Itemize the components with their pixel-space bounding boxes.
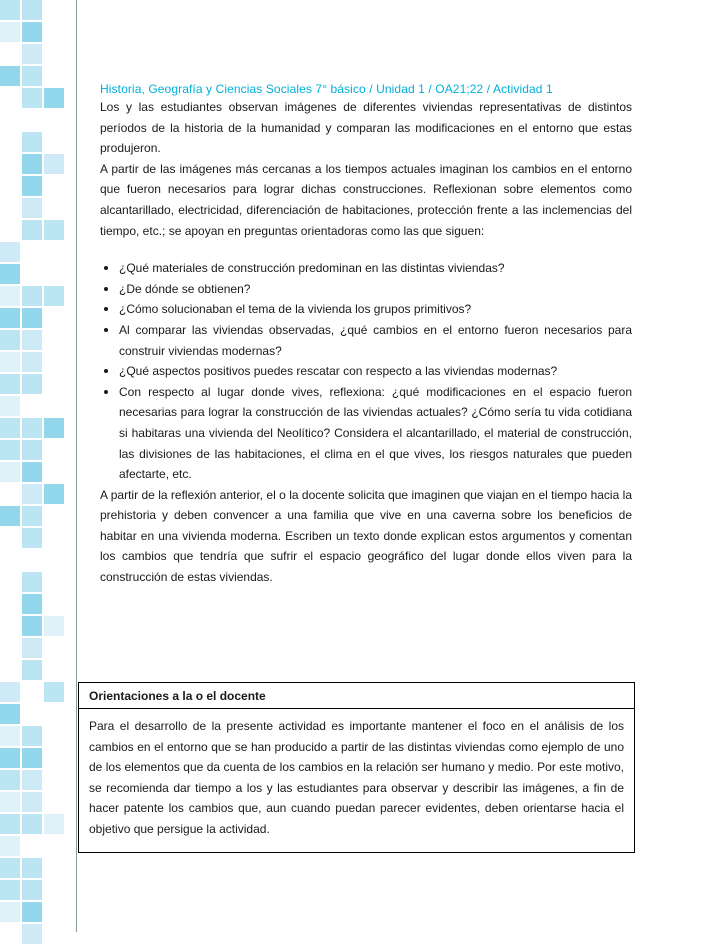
questions-list	[100, 258, 632, 485]
question-text: Al comparar las viviendas observadas, ¿qué cambios en el entorno fueron necesarios para construir viviendas modernas?	[119, 322, 632, 358]
question-text: Con respecto al lugar donde vives, reflexiona: ¿qué modificaciones en el espacio fueron necesarias para lograr la construcción de las viviendas actuales? ¿Cómo sería tu vida cotidiana si habitaras una vivienda del Neolítico? Considera el alcantarillado, el material de construcción, las divisiones de las habitaciones, el clima en el que vives, los riesgos naturales que pueden afectarte, etc.	[119, 384, 632, 482]
bullet-icon	[104, 266, 108, 270]
teacher-box-body: Para el desarrollo de la presente actividad es importante mantener el foco en el análisis de los cambios en el entorno que se han producido a partir de las distintas viviendas como ejemplo de uno de los elementos que da cuenta de los cambios en la relación ser humano y medio. Por este motivo, se recomienda dar tiempo a los y las estudiantes para observar y describir las imágenes, a fin de hacer patente los cambios que, aun cuando puedan parecer evidentes, deben orientarse hacia el objetivo que persigue la actividad.	[89, 719, 624, 836]
teacher-box-title: Orientaciones a la o el docente	[79, 683, 634, 709]
vertical-divider	[76, 0, 77, 932]
question-text: ¿De dónde se obtienen?	[119, 281, 251, 296]
question-item	[100, 382, 632, 485]
bullet-icon	[104, 369, 108, 373]
question-text: ¿Cómo solucionaban el tema de la vivienda los grupos primitivos?	[119, 302, 472, 317]
question-text: ¿Qué materiales de construcción predominan en las distintas viviendas?	[119, 261, 505, 276]
breadcrumb: Historia, Geografía y Ciencias Sociales 7° básico / Unidad 1 / OA21;22 / Actividad 1	[100, 82, 553, 96]
paragraph-intro: Los y las estudiantes observan imágenes de diferentes viviendas representativas de distintos períodos de la historia de la humanidad y comparan las modificaciones en el entorno que estas produjeron.	[100, 100, 632, 156]
paragraph-closing: A partir de la reflexión anterior, el o la docente solicita que imaginen que viajan en el tiempo hacia la prehistoria y deben convencer a una familia que vive en una caverna sobre los beneficios de habitar en una vivienda moderna. Escriben un texto donde explican estos argumentos y comentan los cambios que tendría que sufrir el espacio geográfico del lugar donde ellos viven para la construcción de estas viviendas.	[100, 487, 632, 585]
bullet-icon	[104, 307, 108, 311]
question-item	[100, 258, 632, 279]
question-item	[100, 361, 632, 382]
main-content	[100, 82, 632, 588]
paragraph-development: A partir de las imágenes más cercanas a los tiempos actuales imaginan los cambios en el entorno que fueron necesarios para lograr dichas construcciones. Reflexionan sobre elementos como alcantarillado, electricidad, diferenciación de habitaciones, protección frente a las inclemencias del tiempo, etc.; se apoyan en preguntas orientadoras como las que siguen:	[100, 161, 632, 238]
bullet-icon	[104, 287, 108, 291]
question-text: ¿Qué aspectos positivos puedes rescatar con respecto a las viviendas modernas?	[119, 364, 558, 379]
question-item	[100, 279, 632, 300]
decorative-pattern-strip	[0, 0, 68, 932]
teacher-guidance-box	[78, 682, 635, 853]
bullet-icon	[104, 390, 108, 394]
question-item	[100, 299, 632, 320]
question-item	[100, 320, 632, 361]
bullet-icon	[104, 328, 108, 332]
